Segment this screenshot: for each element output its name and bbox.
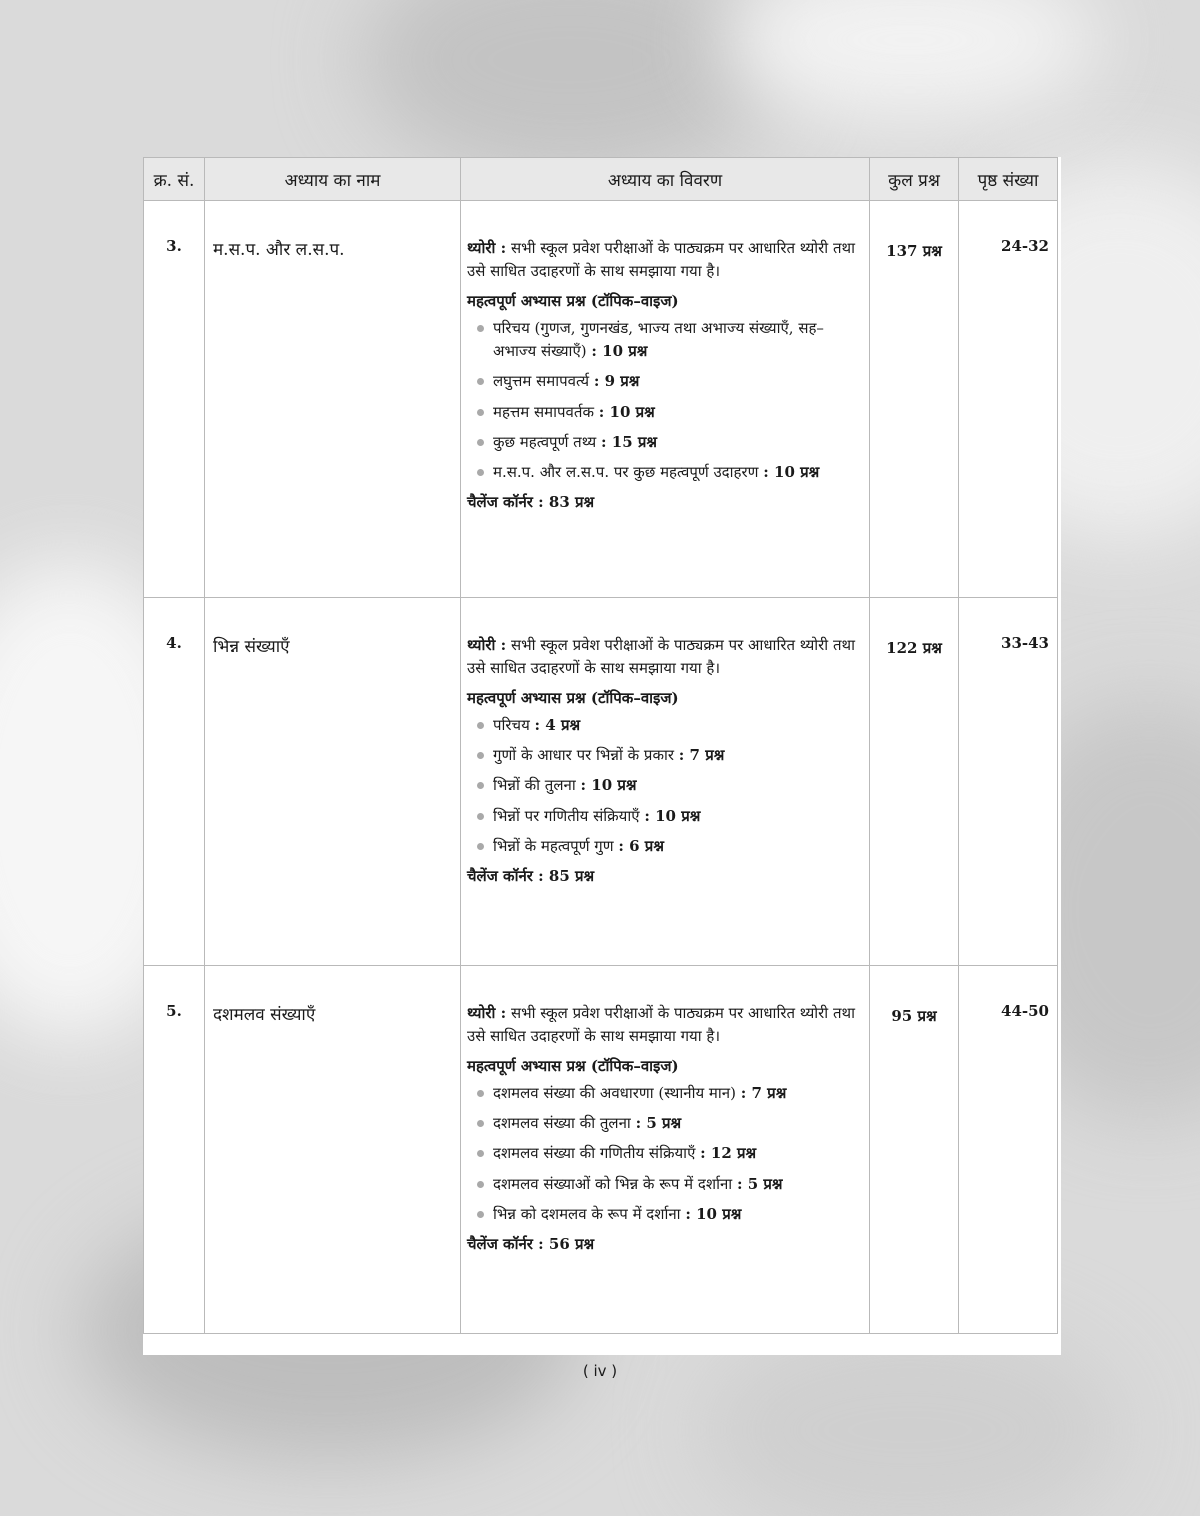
topic-item [477, 835, 863, 858]
topic-text: लघुत्तम समापवर्त्य [493, 372, 590, 391]
topic-text: गुणों के आधार पर भिन्नों के प्रकार [493, 746, 674, 764]
topic-text: भिन्नों के महत्वपूर्ण गुण [493, 836, 614, 855]
header-page-numbers: पृष्ठ संख्या [959, 158, 1058, 201]
topic-text: परिचय [493, 715, 530, 734]
topic-count: : 5 प्रश्न [736, 1174, 783, 1193]
theory-label: थ्योरी : [467, 1004, 507, 1022]
contents-table [143, 157, 1058, 1334]
challenge-corner: चैलेंज कॉर्नर : 85 प्रश्न [467, 867, 595, 885]
header-chapter-description: अध्याय का विवरण [461, 158, 870, 201]
topic-text: भिन्नों की तुलना [493, 776, 576, 795]
topic-list [467, 714, 863, 858]
topic-count: : 10 प्रश्न [644, 806, 701, 825]
topic-count: : 10 प्रश्न [591, 342, 648, 360]
topic-item [477, 370, 863, 393]
chapter-name: म.स.प. और ल.स.प. [205, 201, 461, 598]
topic-item [477, 317, 863, 364]
theory-label: थ्योरी : [467, 636, 507, 654]
topic-text: भिन्नों पर गणितीय संक्रियाएँ [493, 806, 640, 825]
page-range: 24-32 [959, 201, 1058, 598]
chapter-description [461, 966, 870, 1334]
chapter-name: दशमलव संख्याएँ [205, 966, 461, 1334]
total-questions: 137 प्रश्न [870, 201, 959, 598]
theory-text [467, 1002, 863, 1049]
theory-text [467, 634, 863, 681]
chapter-row [144, 598, 1058, 966]
topic-text: भिन्न को दशमलव के रूप में दर्शाना [493, 1204, 681, 1223]
challenge-corner: चैलेंज कॉर्नर : 56 प्रश्न [467, 1235, 595, 1253]
page-range: 44-50 [959, 966, 1058, 1334]
total-questions: 95 प्रश्न [870, 966, 959, 1334]
topic-count: : 10 प्रश्न [580, 776, 637, 795]
topic-count: : 9 प्रश्न [593, 372, 640, 391]
topic-item [477, 461, 863, 484]
theory-body: सभी स्कूल प्रवेश परीक्षाओं के पाठ्यक्रम पर आधारित थ्योरी तथा उसे साधित उदाहरणों के साथ समझाया गया है। [467, 239, 855, 281]
theory-text [467, 237, 863, 284]
topic-item [477, 1112, 863, 1135]
topic-list [467, 317, 863, 485]
topic-item [477, 1173, 863, 1196]
topic-count: : 10 प्रश्न [685, 1204, 742, 1223]
total-questions: 122 प्रश्न [870, 598, 959, 966]
topic-count: : 6 प्रश्न [618, 836, 664, 855]
topic-item [477, 431, 863, 454]
chapter-sno: 4. [144, 598, 205, 966]
practice-heading: महत्वपूर्ण अभ्यास प्रश्न (टॉपिक–वाइज) [467, 688, 679, 707]
page-number: ( iv ) [582, 1362, 618, 1380]
topic-item [477, 744, 863, 767]
header-chapter-name: अध्याय का नाम [205, 158, 461, 201]
header-total-questions: कुल प्रश्न [870, 158, 959, 201]
topic-text: दशमलव संख्या की अवधारणा (स्थानीय मान) [493, 1083, 736, 1102]
header-row [144, 158, 1058, 201]
theory-body: सभी स्कूल प्रवेश परीक्षाओं के पाठ्यक्रम पर आधारित थ्योरी तथा उसे साधित उदाहरणों के साथ समझाया गया है। [467, 636, 855, 678]
topic-count: : 7 प्रश्न [678, 746, 725, 764]
topic-text: म.स.प. और ल.स.प. पर कुछ महत्वपूर्ण उदाहरण [493, 463, 759, 481]
topic-text: महत्तम समापवर्तक [493, 402, 594, 421]
practice-heading: महत्वपूर्ण अभ्यास प्रश्न (टॉपिक–वाइज) [467, 291, 679, 310]
chapter-sno: 5. [144, 966, 205, 1334]
page-range: 33-43 [959, 598, 1058, 966]
chapter-sno: 3. [144, 201, 205, 598]
topic-count: : 7 प्रश्न [740, 1083, 787, 1102]
topic-item [477, 401, 863, 424]
topic-count: : 10 प्रश्न [598, 402, 655, 421]
topic-text: दशमलव संख्या की गणितीय संक्रियाएँ [493, 1144, 696, 1163]
topic-item [477, 714, 863, 737]
topic-text: दशमलव संख्या की तुलना [493, 1114, 631, 1132]
topic-count: : 15 प्रश्न [601, 432, 658, 451]
theory-label: थ्योरी : [467, 239, 507, 257]
topic-text: परिचय (गुणज, गुणनखंड, भाज्य तथा अभाज्य संख्याएँ, सह–अभाज्य संख्याएँ) [493, 318, 824, 360]
practice-heading: महत्वपूर्ण अभ्यास प्रश्न (टॉपिक–वाइज) [467, 1056, 679, 1075]
topic-item [477, 1203, 863, 1226]
topic-text: कुछ महत्वपूर्ण तथ्य [493, 432, 597, 451]
header-sno: क्र. सं. [144, 158, 205, 201]
topic-item [477, 1082, 863, 1105]
topic-item [477, 774, 863, 797]
topic-count: : 4 प्रश्न [534, 715, 581, 734]
chapter-description [461, 598, 870, 966]
chapter-description [461, 201, 870, 598]
chapter-name: भिन्न संख्याएँ [205, 598, 461, 966]
chapter-row [144, 201, 1058, 598]
topic-item [477, 1142, 863, 1165]
theory-body: सभी स्कूल प्रवेश परीक्षाओं के पाठ्यक्रम पर आधारित थ्योरी तथा उसे साधित उदाहरणों के साथ समझाया गया है। [467, 1004, 855, 1046]
topic-item [477, 805, 863, 828]
challenge-corner: चैलेंज कॉर्नर : 83 प्रश्न [467, 493, 595, 512]
topic-text: दशमलव संख्याओं को भिन्न के रूप में दर्शाना [493, 1174, 733, 1193]
topic-count: : 5 प्रश्न [635, 1114, 682, 1132]
topic-count: : 12 प्रश्न [700, 1144, 757, 1163]
topic-list [467, 1082, 863, 1226]
contents-panel [143, 157, 1061, 1355]
topic-count: : 10 प्रश्न [763, 463, 820, 481]
chapter-row [144, 966, 1058, 1334]
